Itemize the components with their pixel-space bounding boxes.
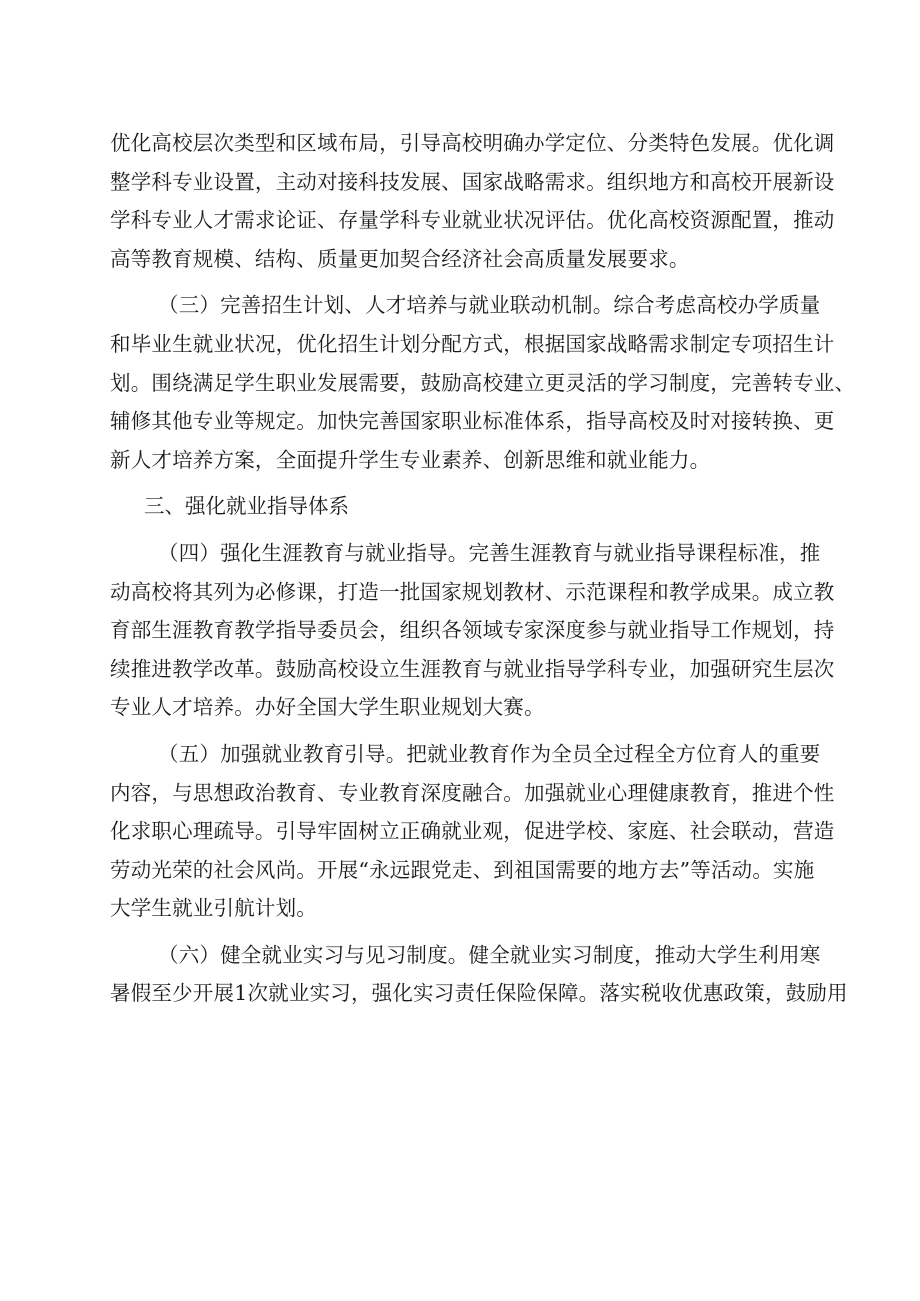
text-line: 学科专业人才需求论证、存量学科专业就业状况评估。优化高校资源配置，推动 bbox=[110, 208, 835, 233]
text-line: 新人才培养方案，全面提升学生专业素养、创新思维和就业能力。 bbox=[110, 447, 711, 472]
text-line: （四）强化生涯教育与就业指导。完善生涯教育与就业指导课程标准，推 bbox=[158, 540, 821, 565]
text-line: 整学科专业设置，主动对接科技发展、国家战略需求。组织地方和高校开展新设 bbox=[110, 169, 835, 194]
text-line: 优化高校层次类型和区域布局，引导高校明确办学定位、分类特色发展。优化调 bbox=[110, 131, 835, 155]
text-line: （三）完善招生计划、人才培养与就业联动机制。综合考虑高校办学质量 bbox=[158, 293, 821, 318]
text-line: 高等教育规模、结构、质量更加契合经济社会高质量发展要求。 bbox=[110, 246, 690, 271]
text-line: 专业人才培养。办好全国大学生职业规划大赛。 bbox=[110, 695, 545, 720]
text-line: 劳动光荣的社会风尚。开展“永远跟党走、到祖国需要的地方去”等活动。实施 bbox=[110, 857, 815, 882]
text-line: 化求职心理疏导。引导牢固树立正确就业观，促进学校、家庭、社会联动，营造 bbox=[110, 819, 835, 844]
text-line: 和毕业生就业状况，优化招生计划分配方式，根据国家战略需求制定专项招生计 bbox=[110, 331, 835, 356]
text-line: 育部生涯教育教学指导委员会，组织各领域专家深度参与就业指导工作规划，持 bbox=[110, 618, 835, 643]
text-line: 续推进教学改革。鼓励高校设立生涯教育与就业指导学科专业，加强研究生层次 bbox=[110, 656, 835, 681]
text-line: 动高校将其列为必修课，打造一批国家规划教材、示范课程和教学成果。成立教 bbox=[110, 579, 835, 604]
paragraph-item-3 bbox=[110, 286, 856, 479]
document-body bbox=[110, 124, 856, 1013]
text-line: 划。围绕满足学生职业发展需要，鼓励高校建立更灵活的学习制度，完善转专业、 bbox=[110, 370, 856, 395]
paragraph-item-4 bbox=[110, 534, 835, 727]
section-heading-text: 三、强化就业指导体系 bbox=[144, 494, 349, 519]
text-line: 内容，与思想政治教育、专业教育深度融合。加强就业心理健康教育，推进个性 bbox=[110, 780, 835, 805]
text-line: 暑假至少开展1次就业实习，强化实习责任保险保障。落实税收优惠政策，鼓励用 bbox=[110, 981, 848, 1006]
text-line: 大学生就业引航计划。 bbox=[110, 896, 317, 921]
text-line: （六）健全就业实习与见习制度。健全就业实习制度，推动大学生利用寒 bbox=[158, 942, 821, 967]
text-line: （五）加强就业教育引导。把就业教育作为全员全过程全方位育人的重要 bbox=[158, 741, 821, 766]
paragraph-continuation bbox=[110, 124, 835, 278]
section-heading bbox=[110, 487, 810, 526]
text-line: 辅修其他专业等规定。加快完善国家职业标准体系，指导高校及时对接转换、更 bbox=[110, 409, 835, 434]
paragraph-item-5 bbox=[110, 735, 835, 928]
paragraph-item-6 bbox=[110, 936, 848, 1013]
